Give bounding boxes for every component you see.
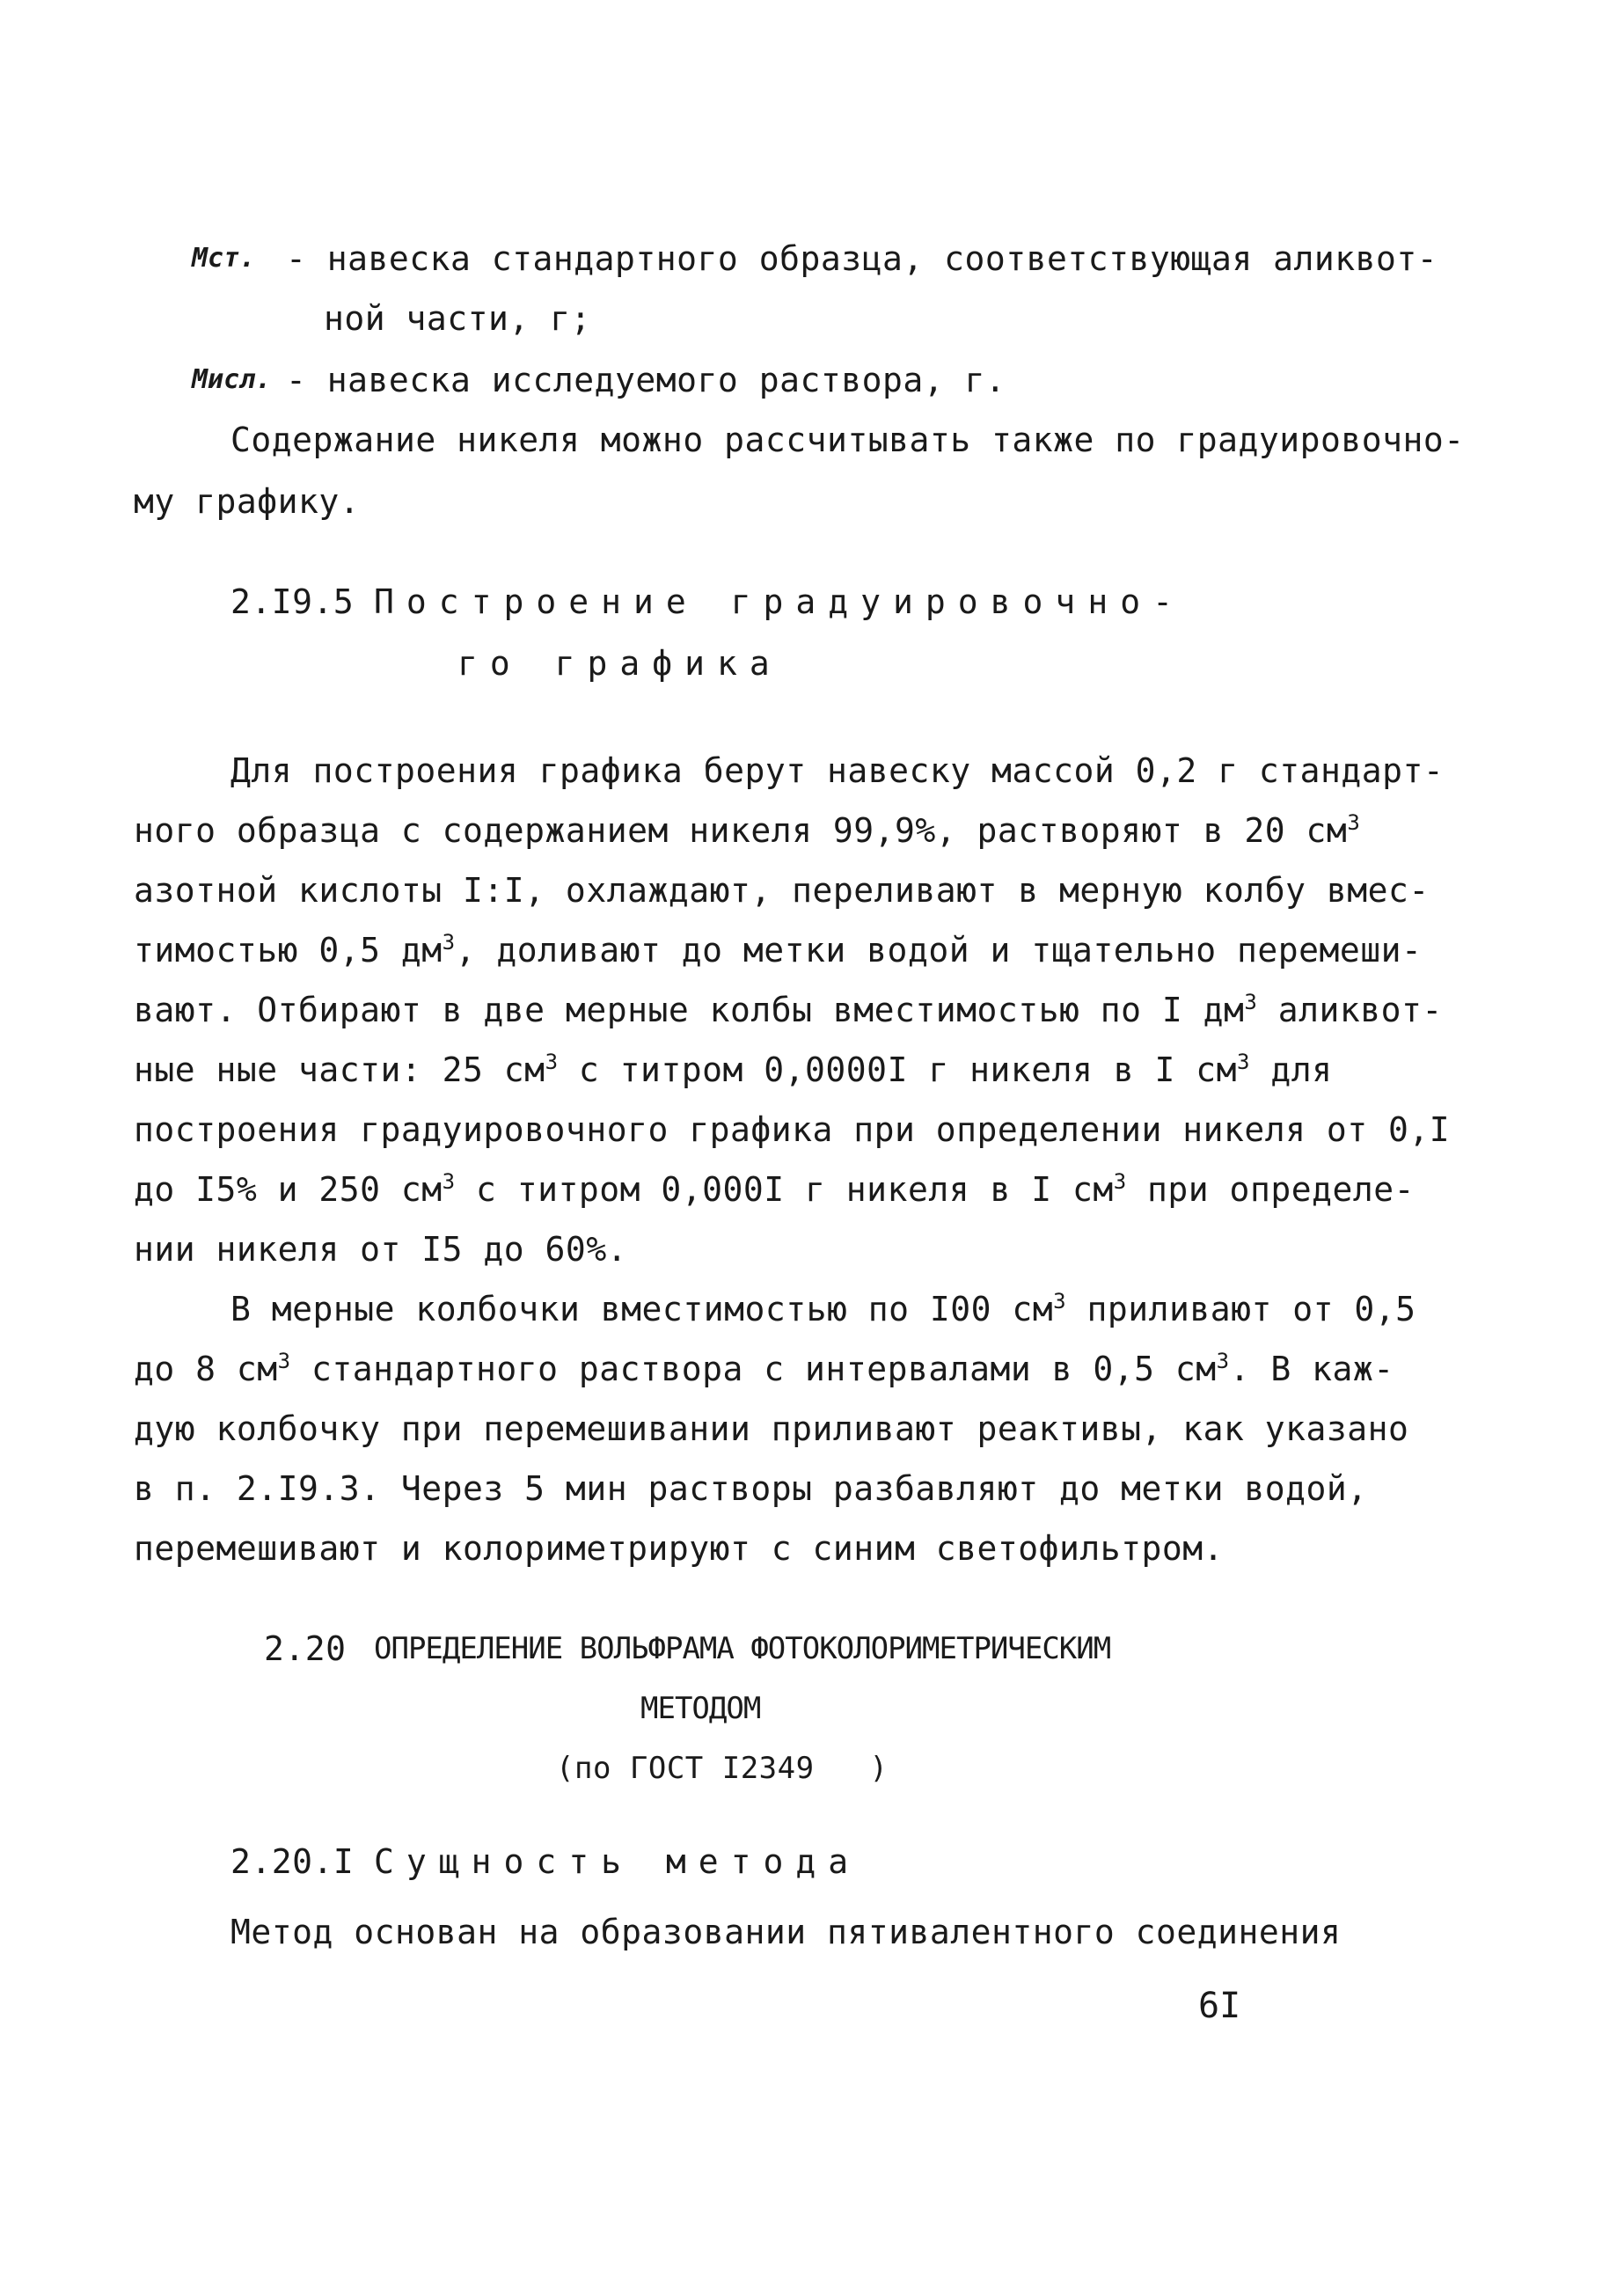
paragraph-line: В мерные колбочки вместимостью по I00 $см^3$ приливают от 0,5 [230,1289,1416,1328]
page-number: 6I [1198,1986,1241,2026]
definition-text: - навеска стандартного образца, соответствующая аликвот- [286,239,1438,278]
paragraph-line: Метод основан на образовании пятивалентного соединения [230,1913,1342,1951]
definition-text: - навеска исследуемого раствора, г. [286,361,1006,399]
section-title: го графика [457,644,782,683]
paragraph-line: ного образца с содержанием никеля 99,9%, растворяют в 20 $см^3$ [134,810,1361,850]
paragraph-line: в п. 2.I9.3. Через 5 мин растворы разбавляют до метки водой, [134,1469,1368,1508]
paragraph-line: азотной кислоты I:I, охлаждают, переливают в мерную колбу вмес- [134,871,1430,910]
paragraph-line: нии никеля от I5 до 60%. [134,1230,628,1269]
paragraph-line: Для построения графика берут навеску массой 0,2 г стандарт- [230,751,1445,790]
paragraph-line: Содержание никеля можно рассчитывать также по градуировочно- [230,421,1465,459]
section-number: 2.20.I [230,1842,355,1881]
paragraph-line: дую колбочку при перемешивании приливают реактивы, как указано [134,1409,1409,1448]
section-title: МЕТОДОМ [640,1691,761,1726]
paragraph-line: му графику. [134,482,361,521]
definition-text: ной части, г; [324,299,591,338]
section-title: Построение градуировочно- [374,582,1185,621]
section-title: ОПРЕДЕЛЕНИЕ ВОЛЬФРАМА ФОТОКОЛОРИМЕТРИЧЕСКИМ [374,1631,1111,1666]
paragraph-line: до I5% и 250 $см^3$ с титром 0,000I г никеля в I $см^3$ при определе- [134,1169,1415,1209]
paragraph-line: построения градуировочного графика при определении никеля от 0,I [134,1110,1451,1149]
section-subtitle: (по ГОСТ I2349 ) [556,1751,889,1786]
definition-term-mst: Mст. [192,243,256,274]
paragraph-line: перемешивают и колориметрируют с синим светофильтром. [134,1529,1225,1568]
paragraph-line: до 8 $см^3$ стандартного раствора с интервалами в 0,5 $см^3$. В каж- [134,1349,1394,1388]
paragraph-line: ные ные части: 25 $см^3$ с титром 0,0000I г никеля в I $см^3$ для [134,1050,1333,1089]
section-number: 2.I9.5 [230,582,355,621]
definition-term-misl: Mисл. [192,364,272,395]
paragraph-line: вают. Отбирают в две мерные колбы вместимостью по I $дм^3$ аликвот- [134,990,1443,1029]
section-number: 2.20 [264,1629,347,1668]
section-title: Сущность метода [374,1842,861,1881]
paragraph-line: тимостью 0,5 $дм^3$, доливают до метки водой и тщательно перемеши- [134,930,1423,970]
